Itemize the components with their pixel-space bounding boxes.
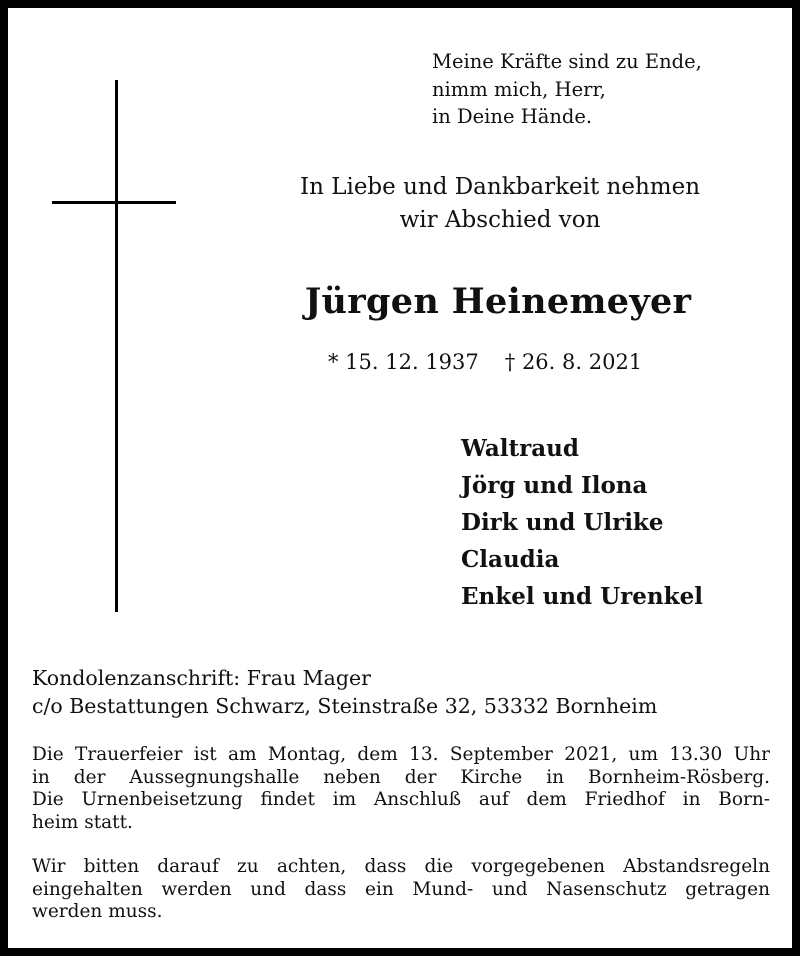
- motto-verse: [432, 48, 702, 131]
- condolence-address: [32, 664, 657, 720]
- ceremony-line: Die Urnenbeisetzung findet im Anschluß auf dem Friedhof in Born-: [32, 789, 770, 810]
- motto-line: Meine Kräfte sind zu Ende,: [432, 50, 702, 73]
- intro-line: In Liebe und Dankbarkeit nehmen: [299, 174, 701, 200]
- address-line: Kondolenzanschrift: Frau Mager: [32, 666, 371, 690]
- mourner-name: Dirk und Ulrike: [461, 509, 664, 536]
- mourners-list: [461, 430, 703, 615]
- intro-line: wir Abschied von: [399, 207, 601, 233]
- notice-paragraph: [32, 856, 770, 924]
- birth-date: * 15. 12. 1937: [328, 350, 479, 374]
- ceremony-line: in der Aussegnungshalle neben der Kirche in Bornheim-Rösberg.: [32, 766, 770, 788]
- mourner-name: Waltraud: [461, 435, 579, 462]
- notice-line: eingehalten werden und dass ein Mund- und Nasenschutz getragen: [32, 878, 770, 900]
- notice-line: werden muss.: [32, 901, 163, 922]
- cross-icon-horizontal-bar: [52, 201, 176, 204]
- mourner-name: Claudia: [461, 546, 560, 573]
- ceremony-paragraph: [32, 744, 770, 834]
- mourner-name: Jörg und Ilona: [461, 472, 648, 499]
- life-dates: [328, 350, 642, 374]
- motto-line: nimm mich, Herr,: [432, 77, 606, 101]
- address-line: c/o Bestattungen Schwarz, Steinstraße 32, 53332 Bornheim: [32, 694, 658, 718]
- intro-text: [200, 171, 800, 237]
- cross-icon-vertical-bar: [115, 80, 118, 612]
- death-date: † 26. 8. 2021: [504, 350, 643, 374]
- ceremony-line: Die Trauerfeier ist am Montag, dem 13. September 2021, um 13.30 Uhr: [32, 744, 770, 765]
- ceremony-line: heim statt.: [32, 811, 133, 833]
- mourner-name: Enkel und Urenkel: [461, 583, 703, 610]
- deceased-name: Jürgen Heinemeyer: [304, 281, 692, 322]
- motto-line: in Deine Hände.: [432, 105, 593, 128]
- notice-line: Wir bitten darauf zu achten, dass die vorgegebenen Abstandsregeln: [32, 856, 770, 877]
